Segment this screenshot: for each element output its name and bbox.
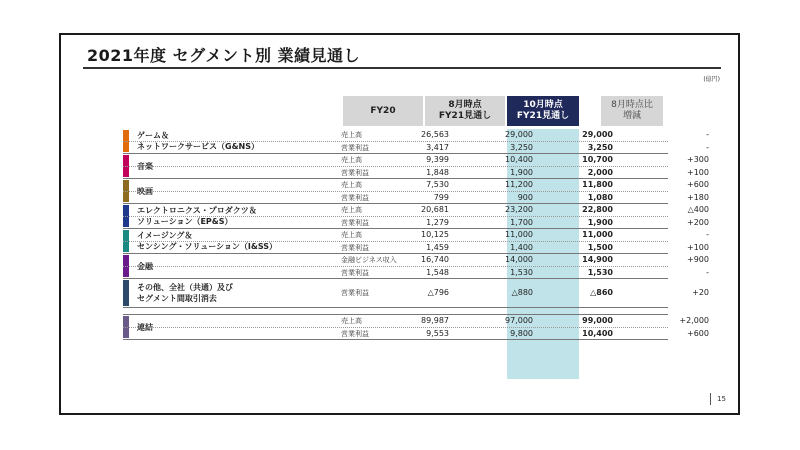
value-oct: 29,000	[582, 130, 613, 139]
value-diff: -	[706, 130, 709, 139]
value-diff: -	[706, 143, 709, 152]
table-row	[123, 216, 709, 229]
value-fy20: 1,459	[426, 243, 449, 252]
value-oct: 1,080	[587, 193, 613, 202]
value-aug: 9,800	[510, 329, 533, 338]
value-oct: 10,700	[582, 155, 613, 164]
segment-eps	[123, 204, 709, 229]
value-fy20: 26,563	[421, 130, 449, 139]
value-diff: +200	[687, 218, 709, 227]
table-row	[123, 191, 709, 204]
segment-name-line1: 映画	[137, 186, 153, 196]
title-rule	[83, 67, 721, 69]
segment-name-line1: ゲーム＆	[137, 131, 169, 140]
header-oct-forecast	[507, 96, 579, 126]
row-label: 売上高	[341, 206, 362, 214]
header-diff-line1: 8月時点比	[611, 100, 653, 110]
row-label: 売上高	[341, 231, 362, 239]
value-oct: 11,800	[582, 180, 613, 189]
value-fy20: 1,848	[426, 168, 449, 177]
segment-iss	[123, 229, 709, 254]
row-label: 営業利益	[341, 169, 369, 177]
table-row	[123, 204, 709, 216]
value-oct: 2,000	[587, 168, 613, 177]
segment-name-line1: 金融	[137, 261, 153, 271]
unit-label: (億円)	[703, 76, 720, 83]
value-diff: +100	[687, 168, 709, 177]
segment-name-line1: イメージング＆	[137, 231, 193, 240]
value-oct: 14,900	[582, 255, 613, 264]
value-fy20: 3,417	[426, 143, 449, 152]
row-label: 営業利益	[341, 219, 369, 227]
value-oct: 11,000	[582, 230, 613, 239]
table-row	[123, 241, 709, 254]
row-label: 売上高	[341, 317, 362, 325]
value-diff: +20	[692, 288, 709, 297]
table-row	[123, 254, 709, 266]
segment-name-line2: セグメント間取引消去	[137, 294, 217, 303]
value-diff: +900	[687, 255, 709, 264]
value-fy20: 799	[433, 193, 449, 202]
header-diff-line2: 増減	[622, 111, 641, 121]
row-label: 営業利益	[341, 269, 369, 277]
header-oct-line1: 10月時点	[523, 100, 563, 110]
value-diff: △400	[687, 205, 709, 214]
value-oct: 1,500	[587, 243, 613, 252]
value-aug: 11,000	[505, 230, 533, 239]
page-number: 15	[710, 393, 726, 405]
table-row	[123, 287, 709, 299]
value-fy20: 7,530	[426, 180, 449, 189]
segment-name-line1: その他、全社（共通）及び	[137, 283, 233, 292]
value-fy20: 10,125	[421, 230, 449, 239]
segment-gns	[123, 129, 709, 154]
header-aug-forecast	[425, 96, 505, 126]
table-row	[123, 141, 709, 154]
value-oct: △860	[590, 288, 613, 297]
segment-consolidated	[123, 314, 709, 340]
value-diff: +100	[687, 243, 709, 252]
value-aug: 29,000	[505, 130, 533, 139]
table-row	[123, 327, 709, 340]
segment-name-line1: 連結	[137, 322, 153, 332]
slide	[59, 33, 740, 415]
value-oct: 22,800	[582, 205, 613, 214]
segment-name-line2: センシング・ソリューション（I&SS）	[137, 242, 277, 251]
value-aug: 1,400	[510, 243, 533, 252]
value-diff: -	[706, 230, 709, 239]
row-label: 売上高	[341, 131, 362, 139]
page-title: 2021年度 セグメント別 業績見通し	[87, 46, 361, 65]
value-aug: 1,900	[510, 168, 533, 177]
value-aug: 11,200	[505, 180, 533, 189]
value-fy20: 1,548	[426, 268, 449, 277]
value-fy20: 16,740	[421, 255, 449, 264]
table-row	[123, 315, 709, 327]
table-row	[123, 166, 709, 179]
value-diff: +300	[687, 155, 709, 164]
header-diff	[601, 96, 663, 126]
row-label: 営業利益	[341, 194, 369, 202]
value-diff: +2,000	[679, 316, 709, 325]
segment-fs	[123, 254, 709, 279]
row-label: 営業利益	[341, 244, 369, 252]
table-row	[123, 179, 709, 191]
row-label: 売上高	[341, 181, 362, 189]
segment-name-line1: エレクトロニクス・プロダクツ＆	[137, 206, 257, 215]
row-label: 営業利益	[341, 330, 369, 338]
value-aug: 14,000	[505, 255, 533, 264]
segment-music	[123, 154, 709, 179]
segment-name-line2: ネットワークサービス（G&NS）	[137, 142, 259, 151]
value-aug: 97,000	[505, 316, 533, 325]
row-label: 売上高	[341, 156, 362, 164]
value-oct: 99,000	[582, 316, 613, 325]
value-aug: △880	[511, 288, 533, 297]
header-aug-line2: FY21見通し	[438, 111, 492, 121]
header-aug-line1: 8月時点	[448, 100, 482, 110]
value-fy20: 1,279	[426, 218, 449, 227]
value-fy20: 9,399	[426, 155, 449, 164]
segment-name-line1: 音楽	[137, 161, 153, 171]
value-fy20: 89,987	[421, 316, 449, 325]
header-fy20	[343, 96, 423, 126]
value-diff: +600	[687, 329, 709, 338]
value-fy20: △796	[427, 288, 449, 297]
row-label: 営業利益	[341, 289, 369, 297]
table-row	[123, 266, 709, 279]
value-aug: 1,700	[510, 218, 533, 227]
table-row	[123, 129, 709, 141]
header-fy20-label: FY20	[370, 105, 396, 116]
value-oct: 1,530	[587, 268, 613, 277]
segment-pictures	[123, 179, 709, 204]
value-oct: 3,250	[587, 143, 613, 152]
value-diff: +180	[687, 193, 709, 202]
value-aug: 23,200	[505, 205, 533, 214]
table-row	[123, 154, 709, 166]
row-label: 営業利益	[341, 144, 369, 152]
value-aug: 3,250	[510, 143, 533, 152]
row-label: 金融ビジネス収入	[341, 256, 397, 264]
value-aug: 1,530	[510, 268, 533, 277]
value-oct: 10,400	[582, 329, 613, 338]
value-aug: 10,400	[505, 155, 533, 164]
segment-name-line2: ソリューション（EP&S）	[137, 217, 233, 226]
value-diff: -	[706, 268, 709, 277]
value-fy20: 20,681	[421, 205, 449, 214]
value-diff: +600	[687, 180, 709, 189]
value-oct: 1,900	[587, 218, 613, 227]
forecast-table	[123, 129, 709, 340]
value-aug: 900	[517, 193, 533, 202]
table-row	[123, 229, 709, 241]
segment-corporate	[123, 279, 709, 308]
header-oct-line2: FY21見通し	[516, 111, 570, 121]
value-fy20: 9,553	[426, 329, 449, 338]
